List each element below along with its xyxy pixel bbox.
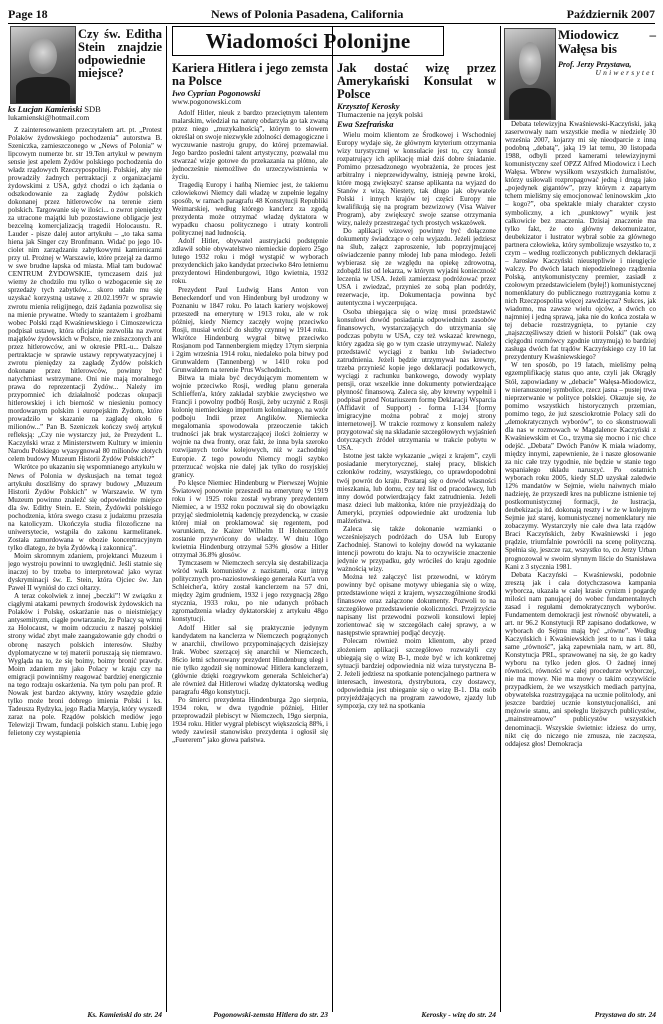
section-banner: Wiadomości Polonijne	[172, 26, 444, 56]
paragraph: Wielu moim klientom ze Środkowej i Wschodniej Europy wydaje się, że głównym kryterium otrzymania wizy turystycznej w konsulacie jest to, czy konsul rozpatrujący ich aplikację miał dziś dobre śniadanie. Pomimo przesadzonego wyobrażenia, że proces jest arbitralny i nieprzewidywalny, istnieją pewne kroki, które mogą zwiększyć szanse aplikanta na wyjazd do Stanów z wizą. Niestety, tak długo jak obywatele Polski i innych krajów tej części Europy nie kwalifikują się na program bezwizowy (Visa Waiver Program), aby zwiększyć swoje szanse otrzymania wizy, należy przestrzegać tych prostych wskazówek.	[337, 130, 496, 228]
issue-date: Październik 2007	[566, 7, 655, 21]
article1-continuation: Ks. Kamieński do str. 24	[87, 1010, 162, 1019]
paragraph: Moim skromnym zdaniem, projektanci Muzeum i jego wystroju powinni to uwzględnić. Jeśli statnie się inaczej to by trzeba to interpretować jako wyraz dyskryminacji św. E. Stein, która Ojciec św. Jan Paweł II wyniósł do czci ołtarzy.	[8, 551, 162, 593]
paragraph: Bitwa ta miała być decydującym momentem w wojnie przeciwko Rosji, według planu generała Schlieffen'a, który zakładał szybkie zwycięstwo we Francji i powolny podbój Rosji, żeby uczynić z Rosji kolonię niemieckiego imperium kolonialnego, na wzór podboju Indii przez Anglików. Niemiecka megalomania spowodowała przeoczenie takich trudności jak brak wystarczającej ilości żołnierzy w wojnie na dwa fronty, oraz fakt, że inna była szeroko rozwijanych torów kolejowych, niż w zachodniej Europie. Z tego powodu Niemcy mogli szybko przerzucać wojska nie dalej jak tylko do rosyjskiej granicy.	[172, 374, 328, 479]
author-photo	[504, 28, 556, 120]
article4-affiliation: Uniwersytet	[595, 68, 656, 77]
article4-heading	[558, 28, 656, 78]
article4-text	[505, 120, 656, 748]
page-number: Page 18	[8, 7, 48, 21]
column-divider	[500, 26, 501, 1012]
article2-continuation: Pogonowski-zemsta Hitlera do str. 23	[213, 1010, 328, 1019]
paragraph: Tymczasem w Niemczech sercyła się destabilizacja wśród walk komunistów z nazistami, oraz intryg politycznych pro-naziostowskiego generała Kurt'a von Schleicher'a, który został kanclerzem na 57 dni, między 2gim grudniem, 1932 i jego rezygnacją 28go stycznia, 1933 roku, po nie udanych próbach zgromadzenia władzy dyktatorskiej z artykułu 48go konstytucji.	[172, 559, 328, 624]
paragraph: Po klęsce Niemiec Hindenburg w Pierwszej Wojnie Światowej ponownie przeszedł na emeryturę w 1919 roku i w 1925 roku został wybrany prezydentem Niemiec, a w 1932 roku poczuwał się do obowiązku przyjąć siedmioletnią kadencję prezydencką, w czasie której miał on proklamować się regentem, pod warunkiem, że Kaizer Wilhelm II Hohenzollern zostanie przywrócony do władzy. W dniu 10go kwietnia Hindenburg otrzymał 53% głosów a Hitler otrzymał 36.8% głosów.	[172, 478, 328, 560]
publication-title: News of Polonia Pasadena, California	[210, 7, 404, 21]
article1-byline: ks Lucjan Kamieński SDB	[8, 104, 101, 114]
paragraph: Istotne jest także wykazanie „więzi z krajem”, czyli posiadanie merytorycznej, stałej pracy, bliskich członków rodziny, wszystkiego, co uprawdopodobni twój powrót do kraju. Postaraj się o dowód własności mieszkania, lub domu, czy też list od pracodawcy, lub inny dowód potwierdzający fakt zatrudnienia. Jeżeli masz dzieci lub małżonka, które nie przyjeżdżają do Ameryki, przynieś odpowiednie akt urodzenia lub małżeństwa.	[337, 452, 496, 525]
article4-title: Miodowicz – Wałęsa bis	[558, 27, 656, 56]
article1-body	[8, 104, 162, 1009]
column-divider	[166, 26, 167, 1012]
paragraph: Zaleca się także dokonanie wzmianki o wcześniejszych podróżach do USA lub Europy Zachodniej. Stanowi to kolejny dowód na wykazanie intencji powrotu do kraju. Na to oczywiście znaczenie jedynie w przypadku, gdy wróciłeś do kraju zgodnie ważnością wizy.	[337, 524, 496, 574]
article3-title: Jak dostać wizę przez Amerykański Konsulat w Polsce	[337, 62, 496, 101]
article1-title: Czy św. Editha Stein znajdzie odpowiednie miejsce?	[78, 27, 162, 80]
paragraph: W ten sposób, po 19 latach, mieliśmy pełną egzemplifikację status quo ante, czyli jak Okrągły Stół, zapowiadany w „debacie” Wałęsa-Miodowicz, w nieranuszonej symbolice, rzecz jasna – pustej trwa nieprzerwanie w polityce polskiej. Okazuje się, że pomimo wszystkich historycznych przemian, pomimo tego, że już szesciokrotnie Polacy szli do „demokratycznych wyborów”, to co skonstruowali dla nas w rozmowach w Magdalence Kaczyński z Kwaśniewskim et Co., trzyma się mocno i nic chce odejść. „Debata” Dwóch Panów K miała wiadomy, między innymi, zapewnienie, że i nasze głosowanie za nic całe trzy tygodnie, nie będzie w stanie tego wspaniałego układu naruszyć. Po ostatnich wyborach roku 2005, kiedy SLD uzyskał zaledwie 12% mandatów w Sejmie, wielu naiwnych miało nadzieję, że przyszedł kres na publiczne istnienie tej postkomunistycznej formacji, że lustracja, deubekizacja itd. dokonają reszty i w że w kolejnym Sejmie już starej, komunistycznej nomenklatury nie zobaczymy. Wystarczyły nie całe dwa lata rządów Braci Kaczyńskich, żeby Kwaśniewski i jego prądzie, triumfalnie powrócili na scenę polityczną. Spełnia się, jeszcze raz, wszystko to, co Jerzy Urban prognozował w swoim słynnym liście do Stanisława Kani z 3 stycznia 1981.	[505, 361, 656, 571]
article1-text	[8, 126, 162, 738]
article2-author: Iwo Cyprian Pogonowski	[172, 88, 261, 98]
paragraph: Polecam również moim klientom, aby przed złożeniem aplikacji szczegółowo rozważyli czy ubiegają się o wizę B-1, może być w ich konkretnej sytuacji bardziej odpowiednia niż wiza turystyczna B-2. Jeżeli jedziesz na spotkanie potencjalnego partnera w interesach, inwestora, dystrybutora, czy dostawcy, odpowiednia jest ubieganie się o wizę B-1. Dla osób przyjeżdżających na program zawodowe, zjazdy lub sympozja, czy też na spotkania	[337, 637, 496, 710]
article3-continuation: Kerosky - wizę do str. 24	[421, 1010, 496, 1019]
article3-translation-note: Tłumaczenie na język polski	[337, 110, 424, 119]
paragraph: Osoba ubiegająca się o wizę musi przedstawić konsulowi dowód posiadania odpowiednich zasobów finansowych, wystarczających do utrzymania się podczas pobytu w USA, czy też wskazać krewnego, który zgadza się go w tym czasie utrzymywać. Należy przedstawić wyciągi z banku lub świadectwo zatrudnienia. Jeżeli będzie utrzymywał nas krewny, trzeba przynieść kopie jego deklaracji podatkowych, wyciągi z rachunku bankowego, dowody wypłaty pensji, oraz wszelkie inne dokumenty potwierdzające płynność finansową. Zaleca się, aby krewny wypełnił i podpisał przed Notariuszem formę Deklaracji Wsparcia (Affidavit of Support) - forma I-134 [formy imigracyjne można pobrać z mojej strony internetowej]. W trakcie rozmowy z konsulem należy przygotować się na składanie szczegółowych wyjaśnień dotyczących źródeł utrzymania w trakcie pobytu w USA.	[337, 307, 496, 453]
article3-author: Krzysztof Kerosky	[337, 101, 400, 111]
paragraph: Debata Kaczyński – Kwaśniewski, podobnie zresztą jak i cała dotychczasowa kampania wyborcza, ukazała w całej krasie cynizm i pogardę milości nam panującej do wobec fundamentalnych zasad i regułami demokratycznych wyborów. Fundamentem demokracji jest równość obywateli, a art. nr 96.2 Konstytucji RP zapisano dodatkowe, w wyborach do Sejmu mają być „równe”. Według Kaczyńskich i Kwaśniewskich jest to u nas i taka same „równość”, jaką zapewniała nam, w art. 80, Konstytucja PRL, sprawowanej na się, że go kadry wyboru na tylko jeden głos. O żadnej innej równości, równości w całej procedurze wyborczej, nie ma mowy. Nie ma mowy o takim oczywiście przypadkiem, że we wszystkich mediach partyjna, obywatelska rozstrzygająca na ucznie politolody, ani jeszcze bardziej ucznie konstytucjonaliści, ani mężowie stanu, ani spełeglu lżejszych publicystów, „mainstreamowe” publicystów wszystkich denominacji. Wszyskie świetnie: idziesz do urny, nikt cię do niczego nie zmusza, nie zaczęsza, oddajesz głos! Demokracja	[505, 570, 656, 748]
paragraph: Tragedią Europy i hańbą Niemiec jest, że takiemu człowiekowi Niemcy dali władzę w zupełnie legalny sposób, w ramach paragrafu 48 Konstytucji Republiki Weimarskiej, według którego kanclerz za zgodą prezydenta może otrzymać władzę dyktatora w wypadku chaosu politycznego i utraty kontroli politycznej nad ludnością.	[172, 180, 328, 238]
article3-translator: Ewa Szefrańska	[337, 118, 394, 129]
paragraph: A teraz cokolwiek z innej „beczki”! W związku z ciągłymi atakami pewnych środowisk żydowskich na Polaków i Polskę, oskarżanie nas o nieistniejący antysemityzm, ciągłe powtarzanie, że Polacy są winni za Holocaust, w moim odczuciu z naszej polskiej strony widać zbyt małe zaangażowanie gdy chodzi o obronę naszych polskich interesów. Służby dyplomatyczne w tej materii poruszają się niemrawo. Wygląda na to, że się boimy, boimy bronić prawdy. Moim zdaniem my jako Polacy w kraju czy na emigracji powinniśmy reagować bardziej energicznie na tego rodzaju oskarżenia. Na tym polu pan prof. R Nowak jest bardzo aktywny, który wszędzie gdzie tylko może broni dobrego imienia Polski i ks. Tadeusza Rydzyka, jego Radia Maryja, który wyszedł zaraz na pole. Rządów polskich mediów jego Telewizji Trwam, fundacji polskich stanu. Lubię jego felietony czy wystąpienia	[8, 592, 162, 738]
paragraph: Debata telewizyjna Kwaśniewski-Kaczyński, jaką zaserwowały nam wszystkie media w niedzielę 30 września 2007, kojarzy mi się nieodparcie z inną podobną „debatą”, jaką 19 lat temu, 30 listopada 1988, odbyli przed kamerami telewizyjnymi komunistyczny szef OPZZ Alfred Miodowicz i Lech Wałęsa. Wbrew wysiłkom wszystkich żurnalistów, którzy usiłowali rozpropagować jedną i drugą jako „pojedynek gigantów”, przy którym z zapartym tchem mieliśmy się emocjonować leninowskim „kto – kogo?”, oba spektakle miały charakter czysto symboliczny, a ich „punktowy” wynik jest całkowicie bez znaczenia. Dzisiaj znaczenie ma tylko fakt, że oto główny dekomunizator, deubekizator i lustrator wybrał sobie za głównego partnera człowieka, który symbolizuje wszystko to, z czym – według rozliczonych publicznych deklaracji – Jarosław Kaczyński nieustępliwie i nieugięcie walczy. Po dwóch latach niepodzielnego rządzenia Polską, antykomunistyczny premier, zasiadł z czołowym przedstawicielem (byłej!) komunistycznej nomenklatury do publicznego roztrzygania komu z nich Rzeczpospolita więcej zawdzięcza? Sukces, jak wiadomo, ma zawsze wielu ojców, a dwóch co najmniej i jedną sprawą, jaka nie do końca została w tej debacie rozstrzygnięta, to pytanie czy „najszczęśliwszy dzień w historii Polski” (tak ową ciężgodni rozmówcy zgodnie utrzymują) to bardziej zasługa dwóch fat trądów Kaczyńskiego czy 10 lat prezydentury Kwaśniewskiego?	[505, 120, 656, 362]
paragraph: Do aplikacji wizowej powinny być dołączone dokumenty świadczące o celu wyjazdu. Jeżeli jedziesz na ślub, załącz zaproszenie, lub poprzyjmującej oświadczenie panny młodej lub pana młodego. Jeżeli wybierasz się ze względu na opiekę zdrowotną, zdobądź list od lekarza, w którym wyjaśni konieczność leczenia w USA. Jeżeli zamierzasz podróżować przez USA i zwiedzać, przynieś ze sobą plan podróży, rezerwacje, itp. Dokumentacja powinna być autentyczna i wyczerpująca.	[337, 227, 496, 308]
article3	[337, 62, 496, 1007]
article4-author: Prof. Jerzy Przystawa,	[558, 60, 632, 69]
paragraph: Po śmierci prezydenta Hindenburga 2go sierpnia, 1934 roku, w dwa tygodnie później, Hitler przeprowadził plebiscyt w Niemczech, 19go sierpnia, 1934 roku. Hitler wygrał plebiscyt większością 88%, i wtedy zawiesił stanowisko prezydenta i ogłosił się „Fuererem” jako głowa państwa.	[172, 695, 328, 745]
article4-continuation: Przystawa do str. 24	[594, 1010, 656, 1019]
paragraph: Można też załączyć list przewodni, w którym powinny być opisane motywy ubiegania się o wizę, przedstawione więzi z krajem, wyszczególnione środki finansowe oraz załączone dokumenty. Pozwoli to na szczegółowe przedstawienie okoliczności. Przejrzyście napisany list przewodni pozwoli konsulowi lepiej zorientować się w szczegółach całej sprawy, a w następstwie sprawniej podjąć decyzję.	[337, 573, 496, 638]
article1-email: lukamienski@hotmail.com	[8, 113, 90, 122]
article4-body	[505, 120, 656, 1008]
article2-title: Kariera Hitlera i jego zemsta na Polsce	[172, 62, 328, 88]
article2-text	[172, 109, 328, 745]
paragraph: Adolf Hitler, obywatel austryjacki podstępnie zdławił sobie obywatelstwo niemieckie dopiero 25go lutego 1932 roku i mógł wystąpić w wyborach prezydenckich jako kandydat przeciwko 84ro letniemu prezydentowi Hindenburgowi, 10go kwietnia, 1932 roku.	[172, 237, 328, 286]
paragraph: Adolf Hitler, nieuk z bardzo przeciętnym talentem malarskim, wiedział na naturę obdarzyła go tak zwaną przez niego „muzykalnością”, którym to słowem określał on swoje niezwykłe zdolności demagogiczne i wyczuwanie nastroju grupy, do której przemawiał. Jego bardzo posledni talent artystyczny, pozwalał mu stwarzać wizje gotowe do przekazania na plótno, ale jednocześnie niemożliwe do urzeczywistnienia w życiu.	[172, 108, 328, 181]
page-header	[8, 4, 655, 24]
article2	[172, 62, 328, 1007]
author-photo	[10, 26, 76, 104]
paragraph: Wkrótce po ukazaniu się wspomnianego artykułu w News of Polonia w dyskusjach na temat tegoż artykułu doszliśmy do sprawy budowy „Muzeum Historii Żydów Polskich” w Warszawie. W tym Muzeum powinno znaleźć się odpowiednie miejsce dla św. Edithy Stein. E. Stein, Żydówki polskiego pochodzenia, która swego czasu z judaizmu przeszła na katolicyzm. Ukończyła studia filozoficzne na uniwersytecie, wstąpiła do zakonu karmelitanek. Została zamordowana w obozie koncentracyjnym tylko dlatego, że była Żydówką i zakonnicą”.	[8, 463, 162, 552]
article1-heading	[78, 28, 162, 80]
paragraph: Adolf Hitler sał się praktycznie jedynym kandydatem na kanclerza w Niemczech pogrążonych w anarchii, chwilowo przypominających dzisiejszy Irak. Wobec szerzącej się anarchii w Niemczech, 86cio letni schorowany prezydent Hindenburg uległ i nie tylko zgodził się nominować Hitlera kanclerzem, (głównie dzięki rozgrywkom generała Schleicher'a) ale również dał Hitlerowi władzę dyktatorską według paragrafu 48go konstytucji.	[172, 623, 328, 696]
article2-site: www.pogonowski.com	[172, 97, 242, 106]
paragraph: Z zainteresowaniem przeczytałem art. pt. „Protest Polaków żydowskiego pochodzenia” autorstwa B. Szeniczka, zamieszczonego w „News of Polonia” w lipcowym numerze br. str 19.Ten artykuł w pewnym sensie jest apelem Żydów polskiego pochodzenia do władz rządowych Rzeczypospolitej. Polskiej, aby nie prowadziły żadnych pertraktacji z organizacjami żydowskimi z USA, gdyż chodzi o ich żądania o odszkodowanie za zagładę Żydów polskich dokonanej przez hitlerowców na terenie ziem polskich. Targowanie się w ilości... o zwrot pieniędzy za utracone majątki lub pozostawione obligacje jest bezcelną komercjalizacją tragedii Holocaustu. R. Lauder - pisze dalej autor artykułu – „to taka sama hiena jak Singer czy Bronfmann. Widać po jego 10-ciolet nim zarządzaniu zabytkowymi kamienicami przy ul. Prożnej w Warszawie, które przejął za darmo w swe brudne łapska od miasta. Miał tam budować CENTRUM ŻYDOWSKIE, tymczasem dziś już wiemy że chodziło mu tylko o wzbogacenie się ze sprzedaży tych zabytków... skoro udało mu się uzyskać korzystną ustawę z 20.02.1997r w sprawie zwrotu mienia religijnego, dziś żądania pozwolisz się na mienie prywatne. Wtedy to szantażem i groźbami wobec Polski rząd Kwaśniewskiego i Cimoszewicza podpisał ustawę, która oficjalnie zezwoliła na zwrot majątków żydowskich w Polsce, nie zniszczonych ani przez hitlerowców, ani w okresie PRL-u... Dalsze pertraktacje w sprawie ustawy reprywatyzacyjnej i zwrotu pieniędzy za zagładę Żydów polskich dokonane przez hitlerowców, powinny być natychmiast wstrzymane. Oni nie mają moralnego prawa do reprezentacji Żydów... Należy im przypomnieć ich działalność podczas okupacji hitlerowskiej i ich bierność w niesieniu pomocy mordowanym polskim i europejskim Żydom, które prowadziło w skazanie na zagładę około 6 milionów...” Pan B. Szeniczek kończy swój artykuł refleksją: „Czy nie wystarczy już, że Prezydent L. Kaczyński wraz z Ministerstwem Kultury w imieniu Narodu Polskiego wyasygnował 80 milionów złotych celem budowy Muzeum Historii Żydów Polskich?”	[8, 125, 162, 464]
paragraph: Prezydent Paul Ludwig Hans Anton von Beneckendorf und von Hindenburg był urodzony w Poznaniu w 1847 roku. Po latach kariery wojskowej przeszedł na emeryturę w 1913 roku, ale w rok później, kiedy Niemcy zaczęły wojnę przeciwko Rosji, musiał wrócić do służby czynnej w 1914 roku. Wkrótce Hindenburg wygrał bitwę przeciwko Rosjanom pod Tannenbergiem między 17tym sierpnia i 2gim września 1914 roku, niedaleko pola bitwy pod Grunwaldem (Tannenberg) w 1410 roku pod Grunwaldem na terenie Prus Wschodnich.	[172, 285, 328, 374]
column-divider	[332, 26, 333, 1012]
article3-text	[337, 131, 496, 710]
